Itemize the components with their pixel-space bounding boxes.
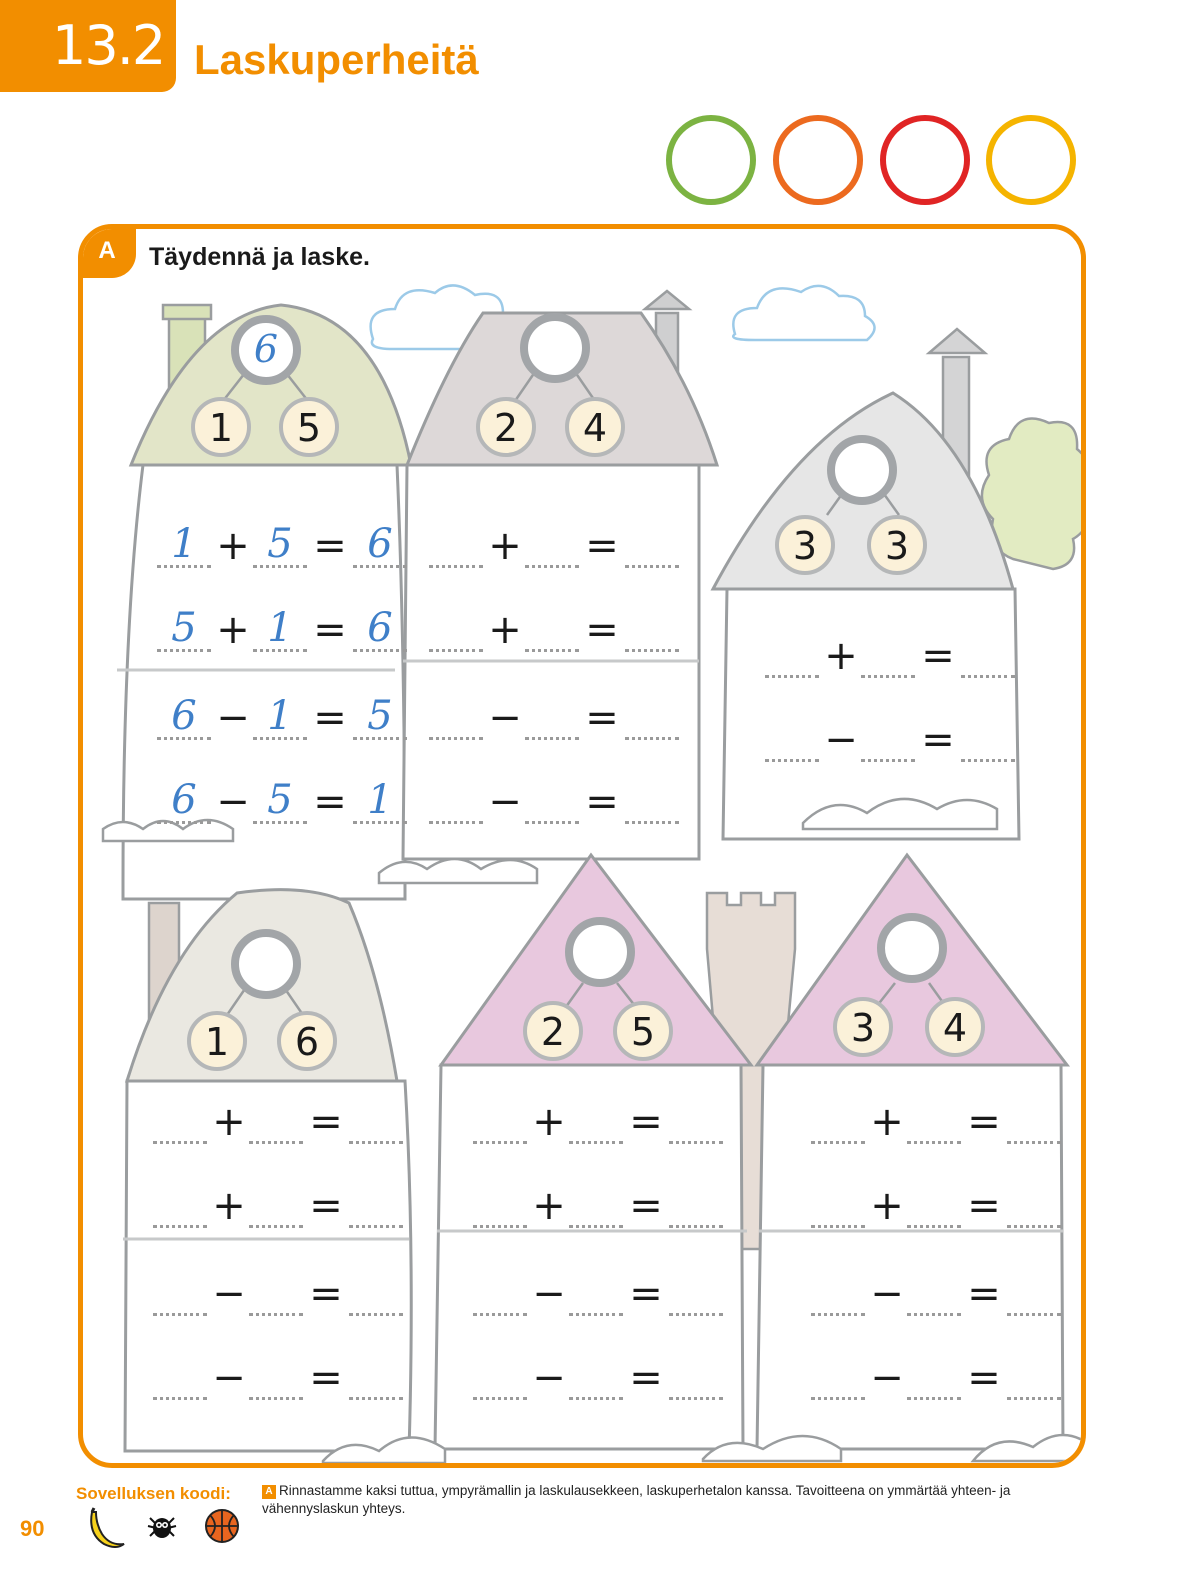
equation-blank[interactable] [569,1351,623,1400]
equation-blank[interactable] [765,629,819,678]
banana-icon [84,1506,126,1548]
progress-circle-green[interactable] [666,115,756,205]
equation-blank[interactable] [1007,1095,1061,1144]
plus-sign: + [212,1099,246,1145]
house-2-equation-1 [429,519,679,573]
house-2-part-left: 2 [476,397,536,457]
equation-blank[interactable] [669,1267,723,1316]
equation-blank[interactable] [669,1179,723,1228]
house-3-total-circle[interactable] [827,435,897,505]
task-panel [78,224,1086,1468]
house-6-equation-2 [811,1179,1061,1233]
house-2-equation-3 [429,691,679,745]
equation-blank[interactable] [473,1179,527,1228]
equals-sign: = [313,779,347,825]
house-5-part-right: 5 [613,1001,673,1061]
equals-sign: = [585,523,619,569]
house-4-equation-1 [153,1095,403,1149]
house-5-total-circle[interactable] [565,917,635,987]
equation-blank[interactable]: 5 [253,519,307,568]
equals-sign: = [585,779,619,825]
house-6-equation-3 [811,1267,1061,1321]
equals-sign: = [629,1271,663,1317]
plus-sign: + [216,523,250,569]
house-1-part-left: 1 [191,397,251,457]
plus-sign: + [532,1183,566,1229]
equation-blank[interactable]: 6 [353,519,407,568]
equation-blank[interactable] [525,691,579,740]
spider-icon [142,1506,182,1546]
house-5-equation-2 [473,1179,723,1233]
house-1-total-circle[interactable]: 6 [231,315,301,385]
equals-sign: = [309,1099,343,1145]
equation-blank[interactable] [473,1095,527,1144]
equation-blank[interactable] [961,713,1015,762]
minus-sign: − [870,1271,904,1317]
equation-blank[interactable] [153,1095,207,1144]
note-text: Rinnastamme kaksi tuttua, ympyrämallin ja laskulausekkeen, laskuperhetalon kanssa. Tavoitteena on ymmärtää yhteen- ja vähennyslaskun yhteys. [262,1483,1011,1516]
equation-blank[interactable] [429,519,483,568]
minus-sign: − [870,1355,904,1401]
equals-sign: = [629,1183,663,1229]
chapter-number: 13.2 [52,14,165,77]
house-4-equation-2 [153,1179,403,1233]
progress-circle-orange[interactable] [773,115,863,205]
house-2-total-circle[interactable] [520,313,590,383]
equation-blank[interactable] [153,1179,207,1228]
minus-sign: − [212,1271,246,1317]
equation-blank[interactable] [625,603,679,652]
plus-sign: + [870,1183,904,1229]
house-1-equation-3 [157,691,407,745]
equation-blank[interactable]: 5 [353,691,407,740]
task-instruction: Täydennä ja laske. [149,243,370,271]
plus-sign: + [212,1183,246,1229]
equation-blank[interactable] [349,1095,403,1144]
equation-blank[interactable] [907,1267,961,1316]
equals-sign: = [629,1355,663,1401]
teacher-note [262,1482,1082,1518]
equation-blank[interactable] [811,1179,865,1228]
equation-blank[interactable]: 5 [157,603,211,652]
equation-blank[interactable] [249,1267,303,1316]
minus-sign: − [216,695,250,741]
page-number: 90 [20,1516,45,1541]
equals-sign: = [309,1355,343,1401]
minus-sign: − [216,779,250,825]
equation-blank[interactable] [153,1351,207,1400]
equation-blank[interactable] [861,629,915,678]
equals-sign: = [629,1099,663,1145]
chapter-tab [0,0,176,92]
progress-circle-red[interactable] [880,115,970,205]
equals-sign: = [967,1271,1001,1317]
plus-sign: + [532,1099,566,1145]
plus-sign: + [488,607,522,653]
equation-blank[interactable] [249,1351,303,1400]
equation-blank[interactable] [429,691,483,740]
house-4-equation-3 [153,1267,403,1321]
minus-sign: − [532,1355,566,1401]
equation-blank[interactable] [473,1351,527,1400]
equals-sign: = [585,607,619,653]
equals-sign: = [921,717,955,763]
house-5-equation-4 [473,1351,723,1405]
equation-blank[interactable]: 1 [353,775,407,824]
house-1-part-right: 5 [279,397,339,457]
app-code-label: Sovelluksen koodi: [76,1484,231,1503]
equation-blank[interactable] [669,1095,723,1144]
progress-circle-yellow[interactable] [986,115,1076,205]
house-1-equation-2 [157,603,407,657]
equation-blank[interactable] [473,1267,527,1316]
equals-sign: = [309,1271,343,1317]
house-6-part-left: 3 [833,997,893,1057]
house-2-equation-2 [429,603,679,657]
house-6-part-right: 4 [925,997,985,1057]
equals-sign: = [313,607,347,653]
house-5-equation-1 [473,1095,723,1149]
basketball-icon [202,1506,242,1546]
equals-sign: = [313,523,347,569]
equals-sign: = [585,695,619,741]
house-2-part-right: 4 [565,397,625,457]
house-3-part-right: 3 [867,515,927,575]
house-6-equation-4 [811,1351,1061,1405]
equation-blank[interactable] [625,775,679,824]
plus-sign: + [216,607,250,653]
equation-blank[interactable] [153,1267,207,1316]
equation-blank[interactable] [249,1095,303,1144]
plus-sign: + [870,1099,904,1145]
house-3-equation-2 [765,713,1015,767]
equation-blank[interactable] [349,1267,403,1316]
equation-blank[interactable] [349,1351,403,1400]
minus-sign: − [212,1355,246,1401]
minus-sign: − [488,779,522,825]
equation-blank[interactable] [569,1267,623,1316]
equals-sign: = [309,1183,343,1229]
equation-blank[interactable] [569,1179,623,1228]
plus-sign: + [824,633,858,679]
house-4-part-left: 1 [187,1011,247,1071]
house-3-equation-1 [765,629,1015,683]
house-1-equation-1 [157,519,407,573]
equation-blank[interactable] [669,1351,723,1400]
note-badge: A [262,1485,276,1499]
equals-sign: = [921,633,955,679]
equation-blank[interactable] [525,519,579,568]
equation-blank[interactable] [811,1267,865,1316]
equation-blank[interactable] [1007,1351,1061,1400]
minus-sign: − [532,1271,566,1317]
house-6-total-circle[interactable] [877,913,947,983]
house-3-part-left: 3 [775,515,835,575]
equation-blank[interactable] [861,713,915,762]
house-4-total-circle[interactable] [231,929,301,999]
equation-blank[interactable] [625,519,679,568]
equation-blank[interactable] [569,1095,623,1144]
equation-blank[interactable] [1007,1179,1061,1228]
equation-blank[interactable] [907,1095,961,1144]
equation-blank[interactable] [1007,1267,1061,1316]
equation-blank[interactable] [429,775,483,824]
house-1-equation-4 [157,775,407,829]
equation-blank[interactable] [907,1179,961,1228]
equation-blank[interactable]: 1 [253,691,307,740]
equals-sign: = [967,1355,1001,1401]
minus-sign: − [488,695,522,741]
equals-sign: = [967,1183,1001,1229]
task-badge: A [78,224,136,278]
equation-blank[interactable] [811,1351,865,1400]
equation-blank[interactable] [525,603,579,652]
equation-blank[interactable] [349,1179,403,1228]
equation-blank[interactable]: 6 [157,775,211,824]
house-2-equation-4 [429,775,679,829]
plus-sign: + [488,523,522,569]
house-6-equation-1 [811,1095,1061,1149]
equation-blank[interactable] [249,1179,303,1228]
equation-blank[interactable]: 5 [253,775,307,824]
equation-blank[interactable]: 1 [157,519,211,568]
equals-sign: = [313,695,347,741]
equation-blank[interactable] [525,775,579,824]
equation-blank[interactable]: 6 [353,603,407,652]
equation-blank[interactable] [765,713,819,762]
house-4-part-right: 6 [277,1011,337,1071]
equation-blank[interactable] [429,603,483,652]
house-5-part-left: 2 [523,1001,583,1061]
equation-blank[interactable] [961,629,1015,678]
equation-blank[interactable] [625,691,679,740]
equation-blank[interactable]: 1 [253,603,307,652]
minus-sign: − [824,717,858,763]
house-5-equation-3 [473,1267,723,1321]
house-4-equation-4 [153,1351,403,1405]
equation-blank[interactable] [907,1351,961,1400]
equation-blank[interactable] [811,1095,865,1144]
equation-blank[interactable]: 6 [157,691,211,740]
equals-sign: = [967,1099,1001,1145]
page-title: Laskuperheitä [194,36,479,83]
